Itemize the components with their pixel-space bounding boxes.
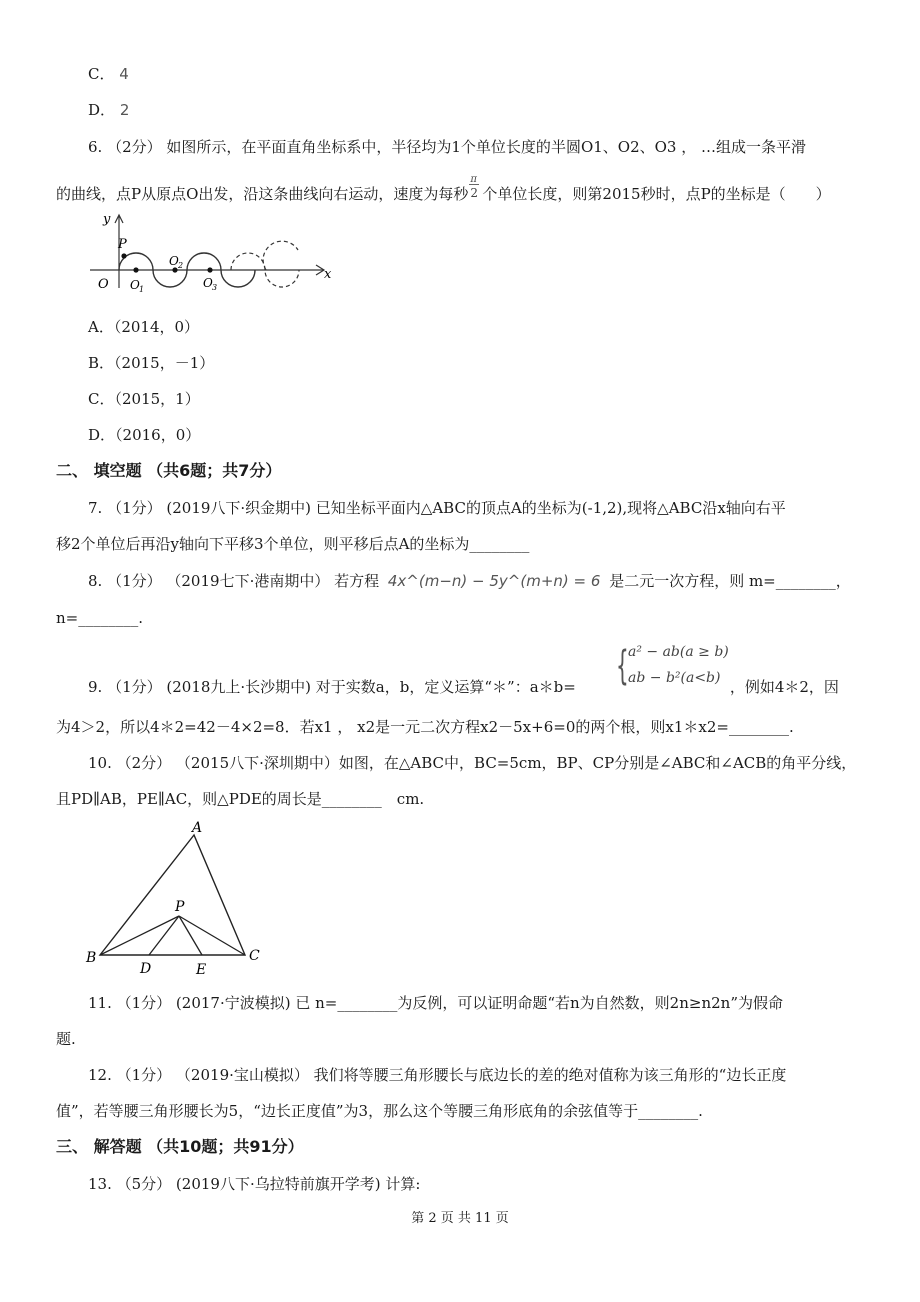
option-letter: C．	[88, 390, 115, 408]
text-segment: 个单位长度，则第2015秒时，点P的坐标是（ ）	[482, 185, 831, 203]
label-y: y	[103, 212, 111, 227]
point-o2	[172, 267, 177, 272]
question-8-line2: n=________.	[56, 609, 143, 627]
fraction-denominator: 2	[470, 186, 479, 200]
text-segment: 是二元一次方程，则 m=________，	[609, 572, 851, 590]
label-b: B	[86, 950, 97, 966]
text-segment: 的曲线，点P从原点O出发，沿这条曲线向右运动，速度为每秒	[56, 185, 469, 203]
segment-bp	[100, 916, 179, 955]
question-10-line1: 10. （2分） （2015八下·深圳期中）如图，在△ABC中，BC=5cm，BP、CP分别是∠ABC和∠ACB的角平分线，	[88, 754, 857, 772]
option-letter: C．	[88, 65, 115, 83]
text-segment: 8. （1分） （2019七下·港南期中） 若方程	[88, 572, 380, 590]
label-o3-sub: 3	[212, 283, 218, 292]
point-o1	[133, 267, 138, 272]
point-p	[121, 253, 126, 258]
triangle-abc	[100, 835, 245, 955]
option-d-q6	[88, 424, 200, 446]
label-a: A	[192, 820, 203, 836]
triangle-figure	[82, 818, 272, 978]
option-letter: D．	[88, 101, 116, 119]
question-11-line2: 题.	[56, 1030, 76, 1048]
segment-pe	[179, 916, 202, 955]
question-6-line1: 6. （2分） 如图所示，在平面直角坐标系中，半径均为1个单位长度的半圆O1、O2、O3 ， …组成一条平滑	[88, 138, 806, 156]
question-9-line1	[88, 676, 839, 698]
label-d: D	[140, 961, 152, 977]
question-12-line1: 12. （1分） （2019·宝山模拟） 我们将等腰三角形腰长与底边长的差的绝对值称为该三角形的“边长正度	[88, 1066, 787, 1084]
section-2-heading: 二、 填空题 （共6题；共7分）	[56, 461, 282, 480]
equation-image: 4x^(m−n) − 5y^(m+n) = 6	[387, 572, 601, 590]
option-letter: B．	[88, 354, 115, 372]
option-text: （2014，0）	[113, 318, 200, 336]
option-c-q5	[88, 63, 129, 85]
question-9-line2: 为4＞2，所以4＊2=42－4×2=8．若x1 ， x2是一元二次方程x2－5x+6=0的两个根，则x1＊x2=________.	[56, 718, 794, 736]
label-o1-sub: 1	[139, 285, 145, 293]
segment-cp	[179, 916, 245, 955]
option-text: （2015，1）	[114, 390, 200, 408]
text-segment: 9. （1分） (2018九上·长沙期中) 对于实数a，b，定义运算“＊”：a＊b=	[88, 678, 576, 696]
option-c-q6	[88, 388, 200, 410]
label-o2-sub: 2	[178, 261, 184, 270]
option-value: 2	[119, 101, 130, 119]
label-c: C	[249, 948, 260, 964]
label-p: P	[118, 237, 127, 252]
question-10-line2: 且PD∥AB，PE∥AC，则△PDE的周长是________ cm.	[56, 790, 425, 808]
label-o3: O	[203, 276, 213, 290]
speed-fraction	[468, 174, 482, 205]
label-o2: O	[169, 254, 179, 268]
segment-pd	[149, 916, 179, 955]
label-o1: O	[130, 278, 140, 292]
question-12-line2: 值”，若等腰三角形腰长为5，“边长正度值”为3，那么这个等腰三角形底角的余弦值等于________.	[56, 1102, 703, 1120]
text-segment: ，例如4＊2，因	[729, 678, 839, 696]
option-letter: A．	[88, 318, 114, 336]
question-7-line2: 移2个单位后再沿y轴向下平移3个单位，则平移后点A的坐标为________	[56, 535, 530, 553]
question-11-line1: 11. （1分） (2017·宁波模拟) 已 n=________为反例，可以证明命题“若n为自然数，则2n≥n2n”为假命	[88, 994, 783, 1012]
question-13-line1: 13. （5分） (2019八下·乌拉特前旗开学考) 计算:	[88, 1175, 421, 1193]
curve-dashed-tail	[263, 241, 298, 270]
question-8-line1	[88, 570, 851, 592]
label-e: E	[196, 962, 207, 978]
section-3-heading: 三、 解答题 （共10题；共91分）	[56, 1137, 304, 1156]
brace-icon: {	[616, 643, 629, 689]
fraction-numerator: π	[470, 174, 477, 185]
case-2: ab − b²(a<b)	[628, 670, 721, 686]
question-7-line1: 7. （1分） (2019八下·织金期中) 已知坐标平面内△ABC的顶点A的坐标为(-1,2),现将△ABC沿x轴向右平	[88, 499, 786, 517]
question-6-line2	[56, 174, 831, 205]
option-d-q5	[88, 99, 129, 121]
option-value: 4	[119, 65, 129, 83]
option-text: （2015，－1）	[114, 354, 215, 372]
page-footer: 第 2 页 共 11 页	[411, 1211, 509, 1226]
option-a-q6	[88, 316, 199, 338]
option-letter: D．	[88, 426, 116, 444]
label-p: P	[175, 899, 185, 915]
semicircle-curve-figure	[86, 208, 336, 293]
label-x: x	[324, 267, 332, 282]
label-o: O	[98, 277, 109, 292]
point-o3	[207, 267, 212, 272]
case-1: a² − ab(a ≥ b)	[628, 644, 729, 660]
option-b-q6	[88, 352, 214, 374]
option-text: （2016，0）	[115, 426, 201, 444]
